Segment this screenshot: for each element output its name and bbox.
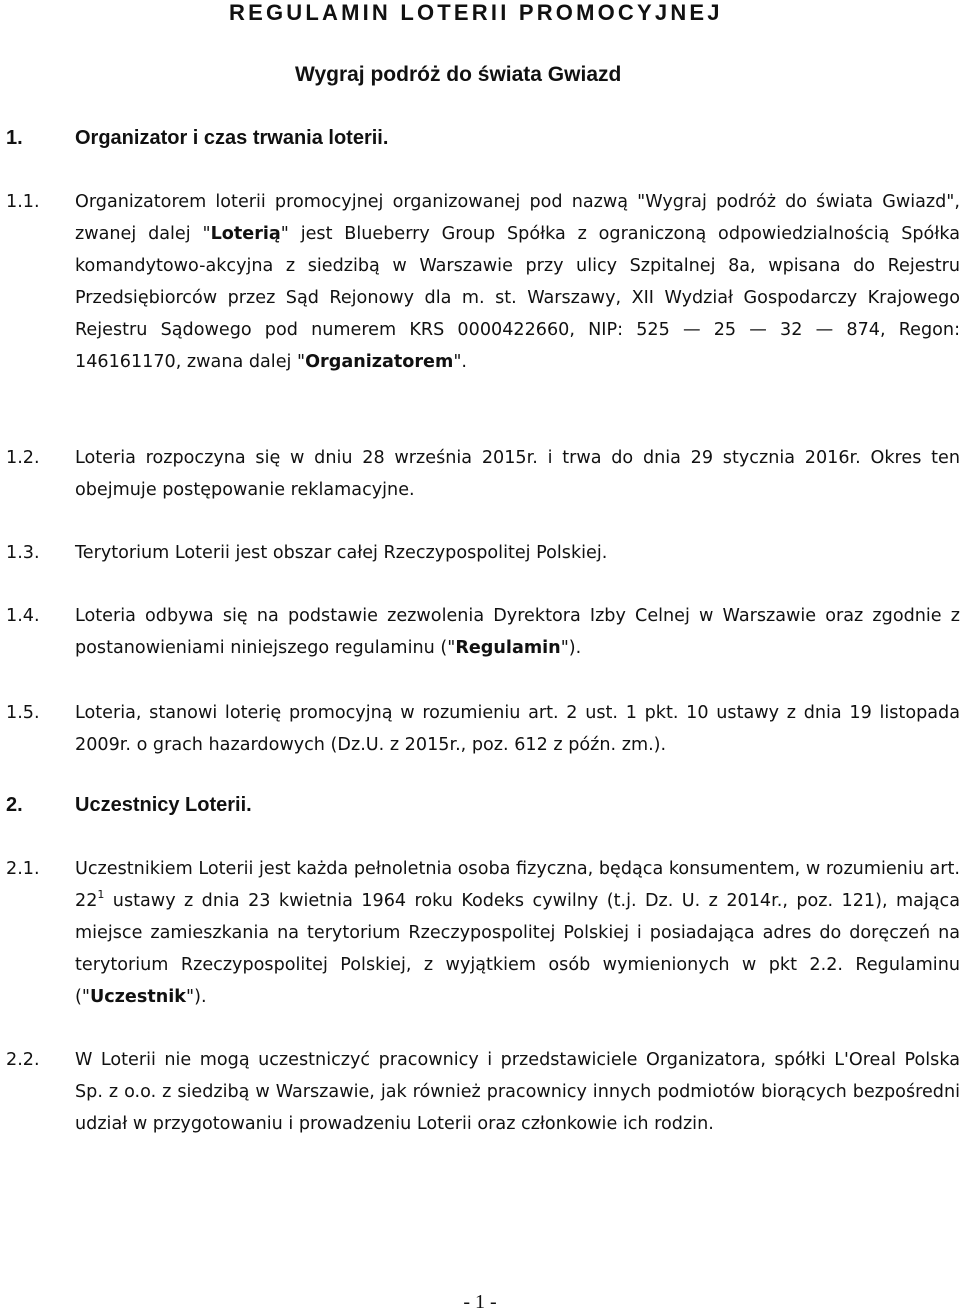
section-number: 1. xyxy=(6,127,23,149)
text-run: "). xyxy=(560,638,582,658)
paragraph-text xyxy=(75,853,960,1013)
paragraph-2-2 xyxy=(6,1044,960,1140)
paragraph-1-5 xyxy=(6,697,960,761)
defined-term: Organizatorem xyxy=(305,352,454,372)
defined-term: Loterią xyxy=(210,224,281,244)
section-2-heading xyxy=(6,792,252,818)
paragraph-text xyxy=(75,600,960,664)
paragraph-2-1 xyxy=(6,853,960,1013)
text-run: Uczestnikiem Loterii jest każda pełnoletnia osoba fizyczna, będąca konsumentem, w rozumieniu art. 22 xyxy=(75,859,960,911)
section-1-heading xyxy=(6,125,388,151)
paragraph-1-2 xyxy=(6,442,960,506)
paragraph-number: 1.3. xyxy=(6,543,40,563)
paragraph-1-4 xyxy=(6,600,960,664)
paragraph-text: Terytorium Loterii jest obszar całej Rzeczypospolitej Polskiej. xyxy=(75,543,608,563)
paragraph-number: 1.5. xyxy=(6,703,40,723)
page-number-text: - 1 - xyxy=(463,1291,497,1313)
paragraph-number: 2.2. xyxy=(6,1050,40,1070)
section-number: 2. xyxy=(6,794,23,816)
paragraph-1-1 xyxy=(6,186,960,378)
text-run: ". xyxy=(453,352,467,372)
section-title: Organizator i czas trwania loterii. xyxy=(75,127,389,149)
superscript: 1 xyxy=(97,888,105,901)
paragraph-text xyxy=(75,186,960,378)
paragraph-number: 1.1. xyxy=(6,192,40,212)
defined-term: Regulamin xyxy=(455,638,561,658)
document-subtitle: Wygraj podróż do świata Gwiazd xyxy=(295,63,622,86)
text-run: "). xyxy=(186,987,207,1007)
text-run: Loteria odbywa się na podstawie zezwolenia Dyrektora Izby Celnej w Warszawie oraz zgodnie z postanowieniami niniejszego regulaminu (" xyxy=(75,606,960,658)
document-title: REGULAMIN LOTERII PROMOCYJNEJ xyxy=(229,0,723,25)
paragraph-text: Loteria, stanowi loterię promocyjną w rozumieniu art. 2 ust. 1 pkt. 10 ustawy z dnia 19 listopada 2009r. o grach hazardowych (Dz.U. z 2015r., poz. 612 z późn. zm.). xyxy=(75,703,960,755)
paragraph-number: 1.2. xyxy=(6,448,40,468)
page-number xyxy=(0,1290,960,1314)
paragraph-1-3 xyxy=(6,537,960,569)
paragraph-text: Loteria rozpoczyna się w dniu 28 września 2015r. i trwa do dnia 29 stycznia 2016r. Okres ten obejmuje postępowanie reklamacyjne. xyxy=(75,448,960,500)
text-run: Organizatorem loterii promocyjnej organizowanej pod nazwą "Wygraj podróż do świata Gwiazd", zwanej dalej " xyxy=(75,192,960,244)
paragraph-number: 2.1. xyxy=(6,859,40,879)
text-run: ustawy z dnia 23 kwietnia 1964 roku Kodeks cywilny (t.j. Dz. U. z 2014r., poz. 121), mająca miejsce zamieszkania na terytorium Rzeczypospolitej Polskiej i posiadająca adres do doręczeń na terytorium Rzeczypospolitej Polskiej, z wyjątkiem osób wymienionych w pkt 2.2. Regulaminu (" xyxy=(75,891,960,1007)
paragraph-text: W Loterii nie mogą uczestniczyć pracownicy i przedstawiciele Organizatora, spółki L'Oreal Polska Sp. z o.o. z siedzibą w Warszawie, jak również pracownicy innych podmiotów biorących bezpośredni udział w przygotowaniu i prowadzeniu Loterii oraz członkowie ich rodzin. xyxy=(75,1050,960,1134)
section-title: Uczestnicy Loterii. xyxy=(75,794,252,816)
defined-term: Uczestnik xyxy=(89,987,186,1007)
paragraph-number: 1.4. xyxy=(6,606,40,626)
text-run: " jest Blueberry Group Spółka z ograniczoną odpowiedzialnością Spółka komandytowo-akcyjna z siedzibą w Warszawie przy ulicy Szpitalnej 8a, wpisana do Rejestru Przedsiębiorców przez Sąd Rejonowy dla m. st. Warszawy, XII Wydział Gospodarczy Krajowego Rejestru Sądowego pod numerem KRS 0000422660, NIP: 525 — 25 — 32 — 874, Regon: 146161170, zwana dalej " xyxy=(75,224,960,372)
